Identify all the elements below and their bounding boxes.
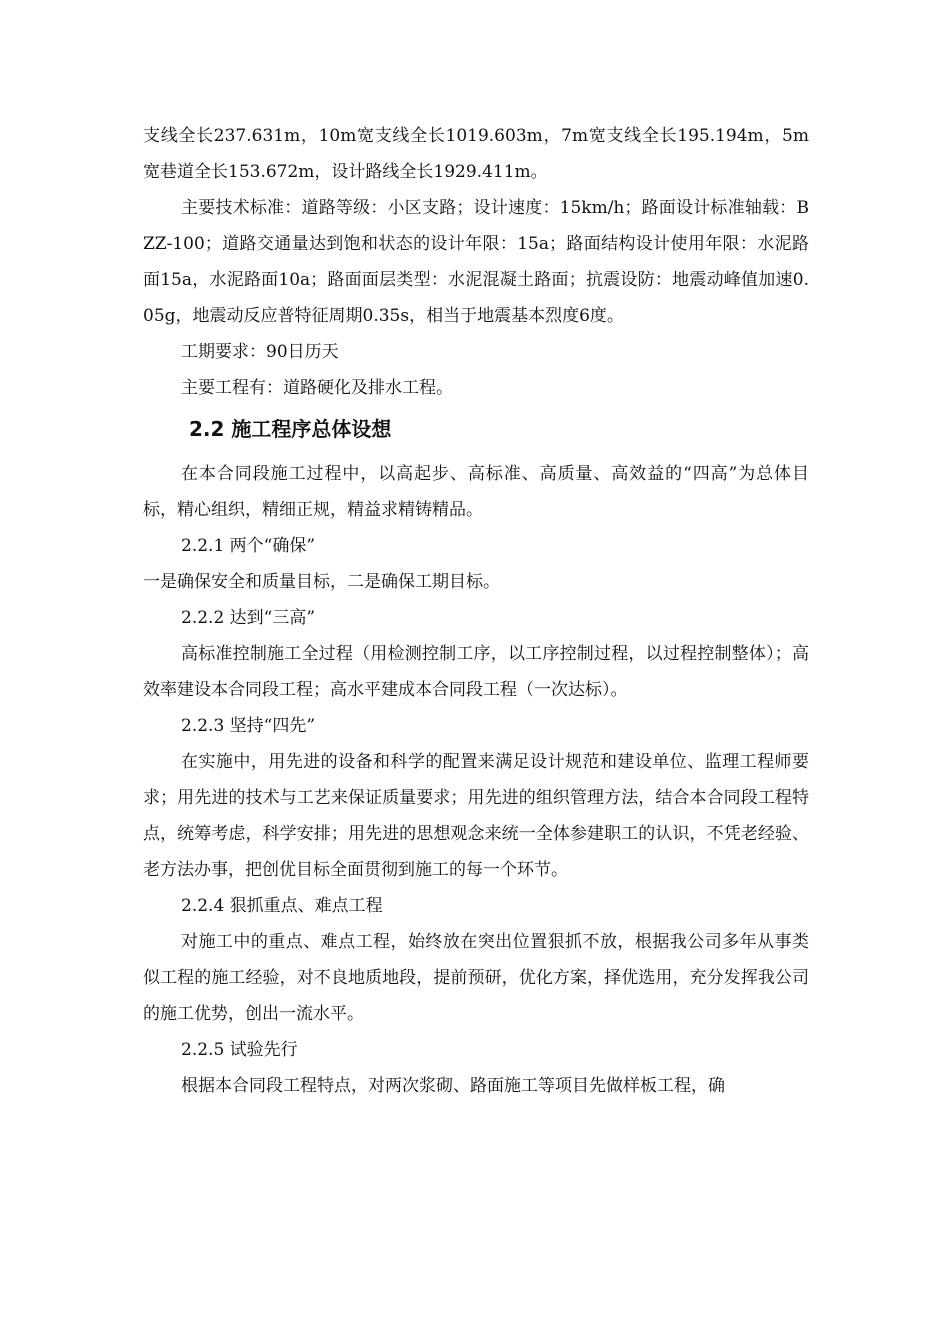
section-heading: 2.2 施工程序总体设想 [189,417,392,441]
subsection-title: 2.2.2 达到“三高” [181,608,316,628]
subsection-body: 高标准控制施工全过程（用检测控制工序，以工序控制过程，以过程控制整体）；高效率建设本合同段工程；高水平建成本合同段工程（一次达标）。 [143,644,809,700]
subsection-body: 根据本合同段工程特点，对两次浆砌、路面施工等项目先做样板工程，确 [181,1076,725,1096]
paragraph-route-lengths: 支线全长237.631m，10m宽支线全长1019.603m，7m宽支线全长195.194m，5m宽巷道全长153.672m，设计路线全长1929.411m。 [143,126,809,182]
subsection-title: 2.2.3 坚持“四先” [181,716,316,736]
subsection-title: 2.2.4 狠抓重点、难点工程 [181,896,383,916]
subsection-title: 2.2.1 两个“确保” [181,536,316,556]
document-page [143,118,809,1104]
subsection-body: 对施工中的重点、难点工程，始终放在突出位置狠抓不放，根据我公司多年从事类似工程的施工经验，对不良地质地段，提前预研，优化方案，择优选用，充分发挥我公司的施工优势，创出一流水平。 [143,932,809,1024]
paragraph-schedule: 工期要求：90日历天 [181,342,339,362]
subsection-title: 2.2.5 试验先行 [181,1040,298,1060]
subsection-body: 一是确保安全和质量目标，二是确保工期目标。 [143,572,500,592]
paragraph-main-works: 主要工程有：道路硬化及排水工程。 [181,378,453,398]
paragraph-technical-standards: 主要技术标准：道路等级：小区支路；设计速度：15km/h；路面设计标准轴载：BZZ-100；道路交通量达到饱和状态的设计年限：15a；路面结构设计使用年限：水泥路面15a，水泥路面10a；路面面层类型：水泥混凝土路面；抗震设防：地震动峰值加速0.05g，地震动反应普特征周期0.35s，相当于地震基本烈度6度。 [143,198,809,326]
section-intro: 在本合同段施工过程中，以高起步、高标准、高质量、高效益的“四高”为总体目标，精心组织，精细正规，精益求精铸精品。 [143,464,809,520]
subsection-body: 在实施中，用先进的设备和科学的配置来满足设计规范和建设单位、监理工程师要求；用先进的技术与工艺来保证质量要求；用先进的组织管理方法，结合本合同段工程特点，统筹考虑，科学安排；用先进的思想观念来统一全体参建职工的认识，不凭老经验、老方法办事，把创优目标全面贯彻到施工的每一个环节。 [143,752,809,880]
